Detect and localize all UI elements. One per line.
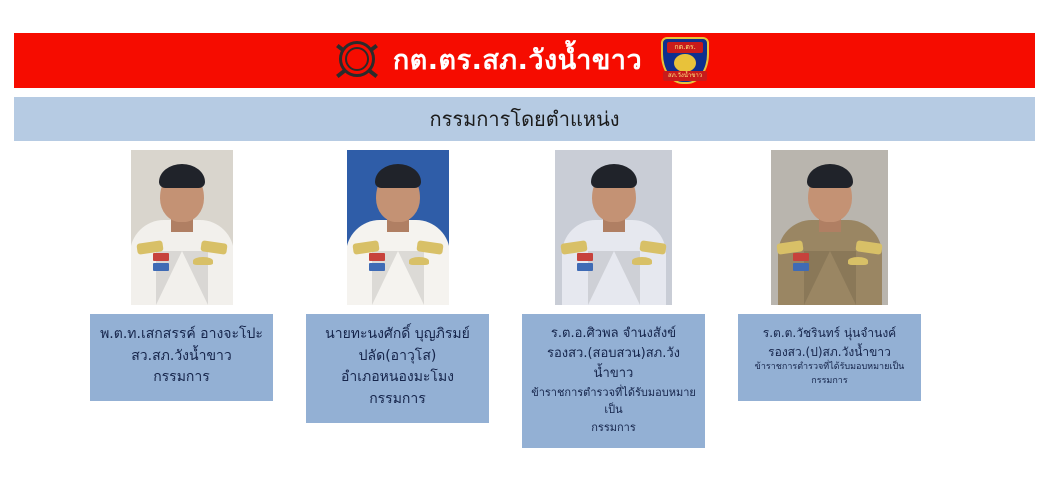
member-card	[522, 150, 705, 448]
member-role: อำเภอหนองมะโมง	[340, 369, 455, 386]
member-role: กรรมการ	[153, 369, 210, 386]
member-position: ปลัด(อาวุโส)	[358, 347, 437, 364]
member-caption	[306, 314, 489, 423]
member-position: รองสว.(สอบสวน)สภ.วังน้ำขาว	[546, 346, 681, 382]
member-role: ข้าราชการตำรวจที่ได้รับมอบหมายเป็น	[754, 362, 905, 373]
badge-top-text: กต.ตร.	[667, 42, 703, 53]
page-header-banner	[14, 33, 1035, 88]
member-name: พ.ต.ท.เสกสรรค์ อางจะโปะ	[100, 326, 263, 342]
member-position: รองสว.(ป)สภ.วังน้ำขาว	[768, 344, 891, 359]
police-emblem-icon	[335, 39, 379, 83]
member-caption	[522, 314, 705, 448]
member-photo-1	[131, 150, 233, 305]
member-card	[738, 150, 921, 448]
section-title: กรรมการโดยตำแหน่ง	[429, 107, 620, 131]
page-title: กต.ตร.สภ.วังน้ำขาว	[392, 45, 643, 76]
member-note: กรรมการ	[591, 420, 636, 434]
badge-ribbon-text: สภ.วังน้ำขาว	[663, 71, 707, 81]
member-note: กรรมการ	[811, 376, 848, 387]
member-name: นายทะนงศักดิ์ บุญภิรมย์	[325, 326, 470, 342]
member-note: กรรมการ	[369, 391, 426, 408]
kor-tor-tor-badge-icon	[656, 36, 714, 86]
member-position: สว.สภ.วังน้ำขาว	[131, 347, 232, 364]
header-inner	[335, 36, 714, 86]
member-role: ข้าราชการตำรวจที่ได้รับมอบหมายเป็น	[531, 386, 696, 417]
member-photo-3	[555, 150, 672, 305]
member-photo-4	[771, 150, 888, 305]
member-caption	[738, 314, 921, 401]
member-name: ร.ต.ต.วัชรินทร์ นุ่นจำนงค์	[762, 326, 897, 340]
members-grid	[0, 150, 1049, 448]
section-header	[14, 97, 1035, 141]
member-name: ร.ต.อ.ศิวพล จำนงสังข์	[550, 326, 677, 341]
member-card	[306, 150, 489, 448]
member-card	[90, 150, 273, 448]
member-photo-2	[347, 150, 449, 305]
member-caption	[90, 314, 273, 401]
